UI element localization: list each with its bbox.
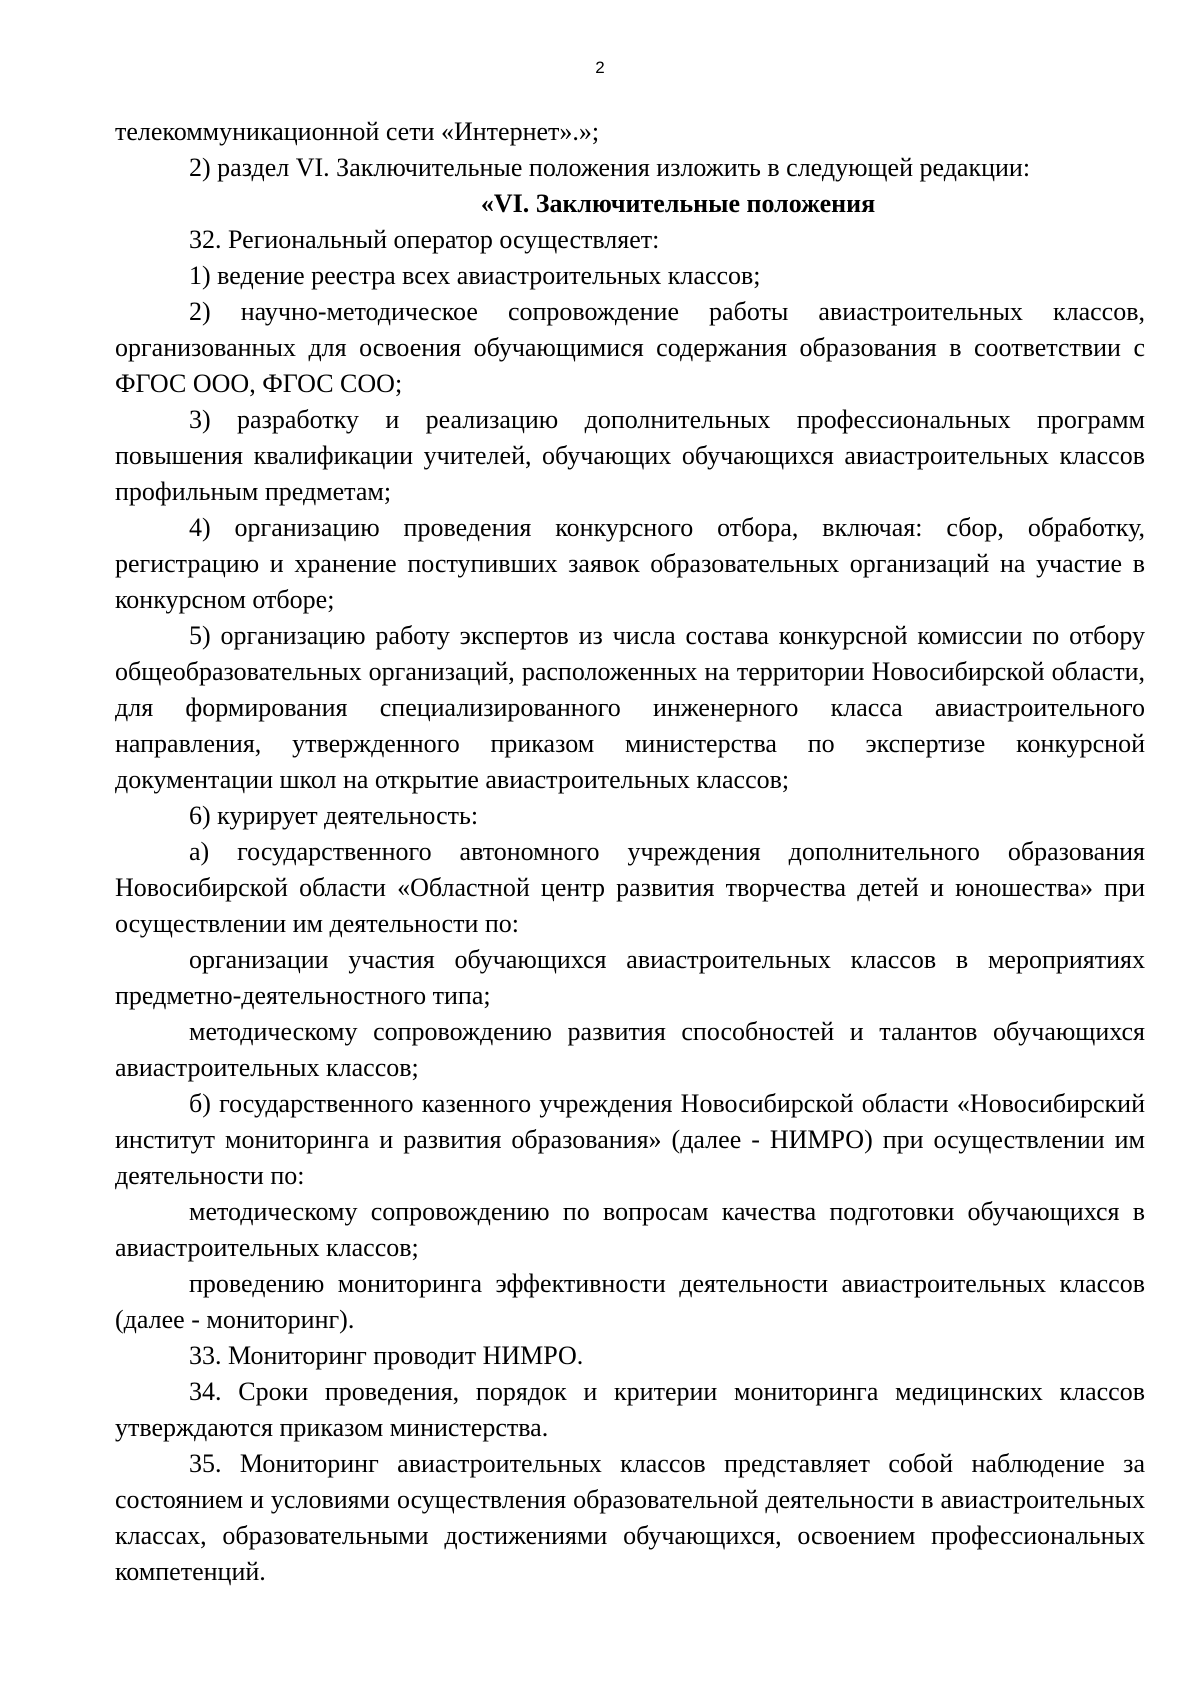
paragraph-subitem-1: 1) ведение реестра всех авиастроительных классов; [189,261,761,290]
paragraph-item-33: 33. Мониторинг проводит НИМРО. [189,1341,584,1370]
paragraph-item-35: 35. Мониторинг авиастроительных классов представляет собой наблюдение за состоянием и условиями осуществления образовательной деятельности в авиастроительных классах, образовательными достижениями обучающихся, освоением профессиональных компетенций. [115,1449,1145,1586]
paragraph-item-32: 32. Региональный оператор осуществляет: [189,225,660,254]
section-heading: «VI. Заключительные положения [480,189,876,218]
paragraph-subitem-5: 5) организацию работу экспертов из числа состава конкурсной комиссии по отбору общеобразовательных организаций, расположенных на территории Новосибирской области, для формирования специализированного инженерного класса авиастроительного направления, утвержденного приказом министерства по экспертизе конкурсной документации школ на открытие авиастроительных классов; [115,621,1145,794]
page-number: 2 [595,58,605,77]
document-body [115,114,1145,1590]
paragraph-subitem-b: б) государственного казенного учреждения Новосибирской области «Новосибирский институт мониторинга и развития образования» (далее - НИМРО) при осуществлении им деятельности по: [115,1089,1145,1190]
paragraph-subitem-6: 6) курирует деятельность: [189,801,479,830]
paragraph-activity-a-1: организации участия обучающихся авиастроительных классов в мероприятиях предметно-деятельностного типа; [115,945,1145,1010]
paragraph-activity-b-2: проведению мониторинга эффективности деятельности авиастроительных классов (далее - мониторинг). [115,1269,1145,1334]
paragraph-subitem-4: 4) организацию проведения конкурсного отбора, включая: сбор, обработку, регистрацию и хранение поступивших заявок образовательных организаций на участие в конкурсном отборе; [115,513,1145,614]
paragraph-activity-a-2: методическому сопровождению развития способностей и талантов обучающихся авиастроительных классов; [115,1017,1145,1082]
paragraph-amendment-2: 2) раздел VI. Заключительные положения изложить в следующей редакции: [189,153,1031,182]
paragraph-activity-b-1: методическому сопровождению по вопросам качества подготовки обучающихся в авиастроительных классов; [115,1197,1145,1262]
paragraph-subitem-3: 3) разработку и реализацию дополнительных профессиональных программ повышения квалификации учителей, обучающих обучающихся авиастроительных классов профильным предметам; [115,405,1145,506]
paragraph-continuation: телекоммуникационной сети «Интернет».»; [115,117,600,146]
paragraph-subitem-a: а) государственного автономного учреждения дополнительного образования Новосибирской области «Областной центр развития творчества детей и юношества» при осуществлении им деятельности по: [115,837,1145,938]
paragraph-item-34: 34. Сроки проведения, порядок и критерии мониторинга медицинских классов утверждаются приказом министерства. [115,1377,1145,1442]
paragraph-subitem-2: 2) научно-методическое сопровождение работы авиастроительных классов, организованных для освоения обучающимися содержания образования в соответствии с ФГОС ООО, ФГОС СОО; [115,297,1145,398]
